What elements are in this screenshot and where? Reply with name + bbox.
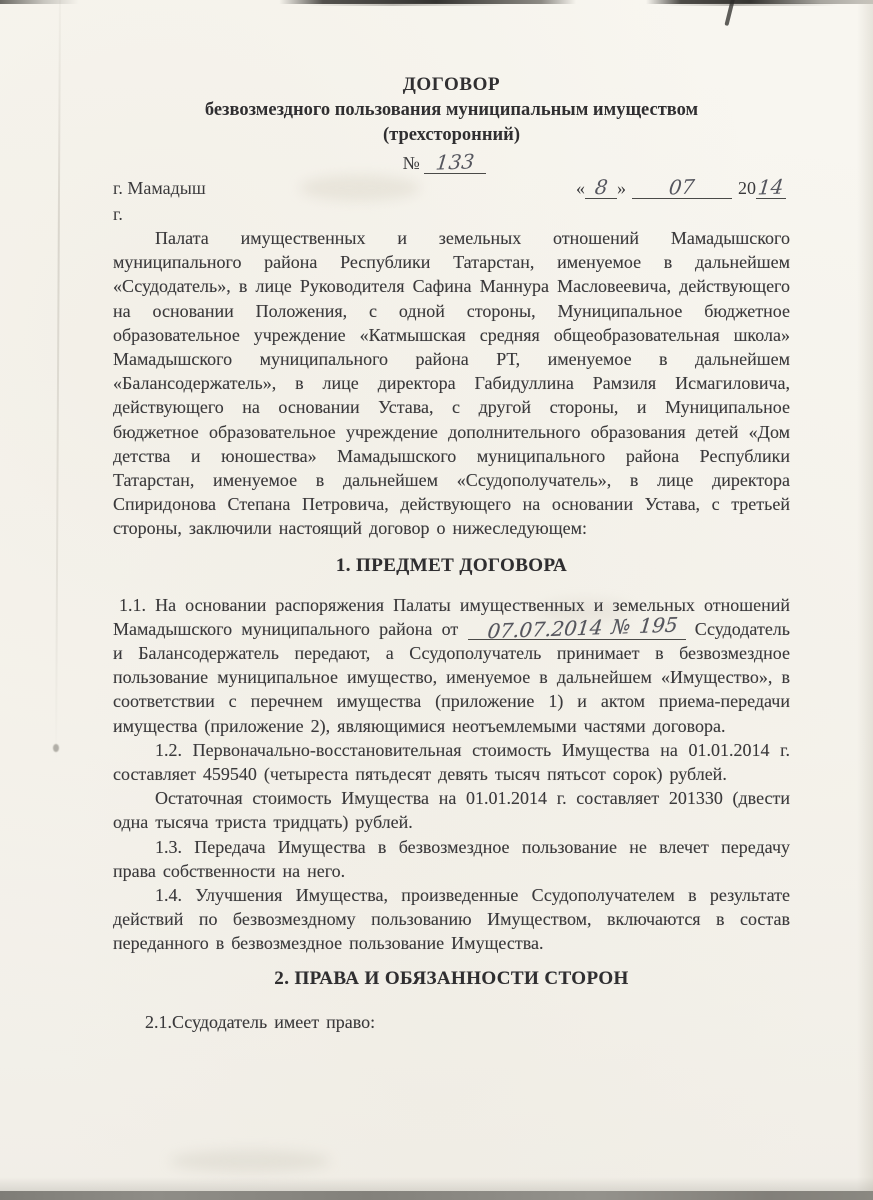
clause-1-1-reference-field bbox=[468, 612, 686, 644]
date-day-field bbox=[585, 174, 617, 200]
date-year-handwritten: 14 bbox=[756, 174, 786, 200]
date-day-handwritten: 8 bbox=[593, 174, 609, 200]
date-line bbox=[576, 176, 790, 200]
scan-edge-right bbox=[857, 0, 873, 1200]
date-quote-open: « bbox=[576, 178, 585, 198]
clause-1-4-paragraph: 1.4. Улучшения Имущества, произведенные Ссудополучателем в результате действий по безвозмездному пользованию Имуществом, включаются в состав переданного в безвозмездное пользование Имущества. bbox=[113, 885, 790, 954]
scan-edge-top-shadow bbox=[0, 3, 873, 6]
scan-edge-bottom-fade bbox=[0, 1177, 873, 1191]
date-year-printed: 20 bbox=[738, 178, 756, 198]
clause-1-1-paragraph bbox=[113, 593, 790, 738]
section-2-heading: 2. ПРАВА И ОБЯЗАННОСТИ СТОРОН bbox=[274, 967, 629, 989]
clause-1-2-residual-paragraph: Остаточная стоимость Имущества на 01.01.2014 г. составляет 201330 (двести одна тысяча триста тридцать) рублей. bbox=[113, 788, 790, 833]
clause-1-1-handwritten: 07.07.2014 № 195 bbox=[486, 612, 679, 644]
place-city-second-line: г. bbox=[113, 204, 123, 224]
clause-1-2-paragraph: 1.2. Первоначально-восстановительная стоимость Имущества на 01.01.2014 г. составляет 459540 (четыреста пятьдесят девять тысяч пятьсот сорок) рублей. bbox=[113, 739, 790, 785]
scan-smudge bbox=[170, 1150, 330, 1172]
clause-1-1-text-before: 1.1. На основании распоряжения Палаты имущественных и земельных отношений Мамадышского муниципального района от bbox=[113, 594, 790, 639]
preamble-paragraph: Палата имущественных и земельных отношений Мамадышского муниципального района Республики Татарстан, именуемое в дальнейшем «Ссудодатель», в лице Руководителя Сафина Маннура Масловеевича, действующего на основании Положения, с одной стороны, Муниципальное бюджетное образовательное учреждение «Катмышская средняя общеобразовательная школа» Мамадышского муниципального района РТ, именуемое в дальнейшем «Балансодержатель», в лице директора Габидуллина Рамзиля Исмагиловича, действующего на основании Устава, с другой стороны, и Муниципальное бюджетное образовательное учреждение дополнительного образования детей «Дом детства и юношества» Мамадышского муниципального района Республики Татарстан, именуемое в дальнейшем «Ссудополучатель», в лице директора Спиридонова Степана Петровича, действующего на основании Устава, с третьей стороны, заключили настоящий договор о нижеследующем: bbox=[113, 228, 790, 539]
date-year-field bbox=[756, 174, 786, 200]
document-title: ДОГОВОР bbox=[402, 74, 501, 95]
date-month-handwritten: 07 bbox=[667, 174, 697, 200]
clause-1-1-text-after: Ссудодатель и Балансодержатель передают, а Ссудополучатель принимает в безвозмездное пользование муниципальное имущество, именуемое в дальнейшем «Имущество», в соответствии с перечнем имущества (приложение 1) и актом приема-передачи имущества (приложение 2), являющимися неотъемлемыми частями договора. bbox=[113, 618, 790, 736]
place-date-row bbox=[113, 176, 790, 200]
place-city: г. Мамадыш bbox=[113, 178, 206, 198]
document-number-field bbox=[424, 149, 486, 175]
section-1-heading: 1. ПРЕДМЕТ ДОГОВОРА bbox=[335, 554, 568, 576]
clause-1-3-paragraph: 1.3. Передача Имущества в безвозмездное пользование не влечет передачу права собственности на него. bbox=[113, 836, 790, 881]
paper-crease bbox=[55, 0, 61, 762]
paper-speck bbox=[53, 744, 59, 752]
document-number-handwritten: 133 bbox=[434, 149, 476, 175]
document-type-note: (трехсторонний) bbox=[383, 125, 520, 145]
document-number-label: № bbox=[402, 153, 420, 173]
date-quote-close: » bbox=[617, 178, 626, 198]
clause-2-1-paragraph: 2.1.Ссудодатель имеет право: bbox=[145, 1011, 376, 1032]
scan-edge-bottom bbox=[0, 1191, 873, 1200]
document-number-line bbox=[99, 150, 790, 176]
document-content bbox=[113, 74, 790, 1034]
date-month-field bbox=[632, 174, 732, 200]
document-subtitle: безвозмездного пользования муниципальным имуществом bbox=[204, 100, 699, 120]
